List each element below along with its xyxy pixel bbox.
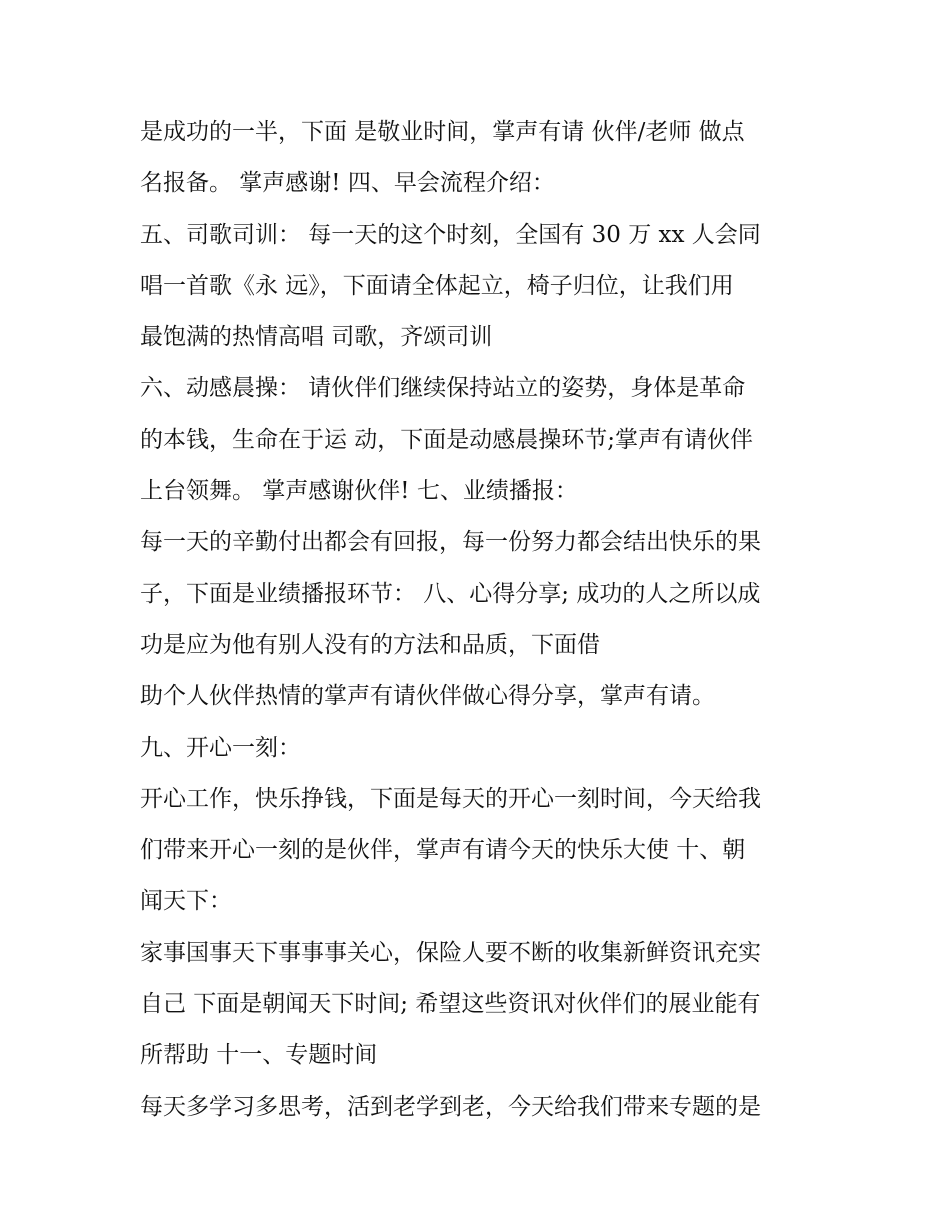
text-line: 六、动感晨操： 请伙伴们继续保持站立的姿势，身体是革命 (140, 375, 746, 402)
text-line: 每天多学习多思考，活到老学到老，今天给我们带来专题的是 (140, 1093, 761, 1120)
text-line: 五、司歌司训： 每一天的这个时刻，全国有 30 万 xx 人会同 (140, 221, 761, 248)
text-line: 功是应为他有别人没有的方法和品质，下面借 (140, 631, 600, 658)
text-line: 的本钱，生命在于运 动，下面是动感晨操环节;掌声有请伙伴 (140, 426, 754, 453)
text-line: 子，下面是业绩播报环节： 八、心得分享; 成功的人之所以成 (140, 580, 761, 607)
text-line: 开心工作，快乐挣钱，下面是每天的开心一刻时间，今天给我 (140, 785, 761, 812)
text-line: 最饱满的热情高唱 司歌，齐颂司训 (140, 324, 493, 351)
body-text (140, 107, 830, 1133)
text-line: 闻天下： (140, 888, 232, 915)
text-line: 是成功的一半，下面 是敬业时间，掌声有请 伙伴/老师 做点 (140, 119, 745, 145)
text-line: 九、开心一刻： (140, 734, 301, 761)
text-line: 助个人伙伴热情的掌声有请伙伴做心得分享，掌声有请。 (140, 683, 715, 710)
text-line: 所帮助 十一、专题时间 (140, 1042, 378, 1069)
text-line: 每一天的辛勤付出都会有回报，每一份努力都会结出快乐的果 (140, 529, 761, 556)
text-line: 上台领舞。 掌声感谢伙伴! 七、业绩播报： (140, 478, 578, 505)
text-line: 家事国事天下事事事关心，保险人要不断的收集新鲜资讯充实 (140, 939, 761, 966)
text-line: 唱一首歌《永 远》，下面请全体起立，椅子归位，让我们用 (140, 272, 734, 299)
text-line: 名报备。 掌声感谢! 四、早会流程介绍： (140, 170, 555, 197)
text-line: 们带来开心一刻的是伙伴，掌声有请今天的快乐大使 十、朝 (140, 837, 746, 864)
text-line: 自己 下面是朝闻天下时间; 希望这些资讯对伙伴们的展业能有 (140, 991, 761, 1018)
